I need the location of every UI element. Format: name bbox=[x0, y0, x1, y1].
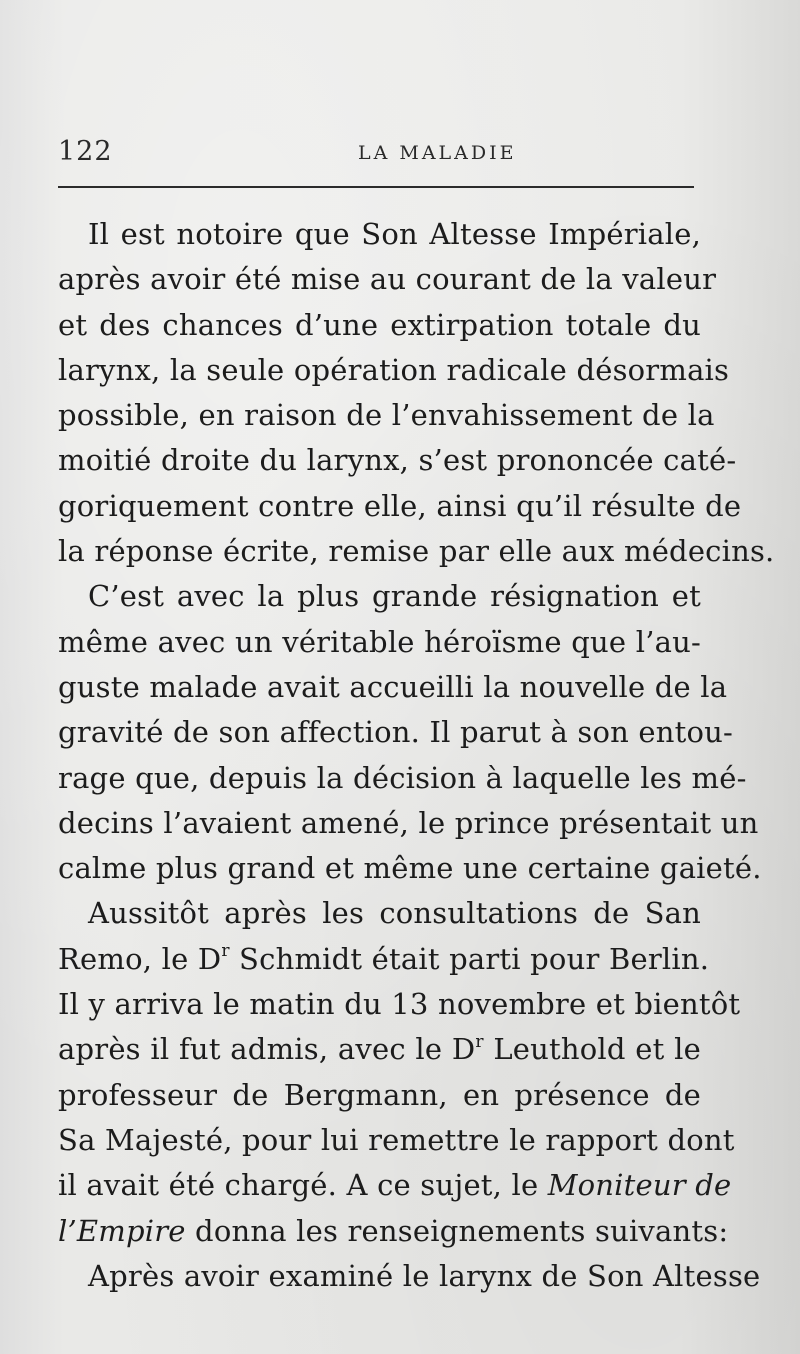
text-line: decins l’avaient amené, le prince présentait un bbox=[58, 805, 759, 840]
page-header bbox=[58, 136, 698, 176]
text-fragment: après il fut admis, avec le D bbox=[58, 1032, 476, 1067]
text-line: goriquement contre elle, ainsi qu’il résulte de bbox=[58, 488, 742, 523]
text-line: et des chances d’une extirpation totale du bbox=[58, 307, 701, 342]
text-fragment: Leuthold et le bbox=[483, 1032, 701, 1067]
text-line: gravité de son affection. Il parut à son entou- bbox=[58, 715, 734, 750]
text-line: professeur de Bergmann, en présence de bbox=[58, 1077, 701, 1112]
italic-title: Moniteur de bbox=[547, 1168, 732, 1203]
text-fragment: Schmidt était parti pour Berlin. bbox=[229, 941, 710, 976]
text-line bbox=[58, 1209, 729, 1254]
text-line: calme plus grand et même une certaine gaieté. bbox=[58, 851, 762, 886]
text-line: C’est avec la plus grande résignation et bbox=[88, 579, 701, 614]
text-fragment: il avait été chargé. A ce sujet, le bbox=[58, 1168, 548, 1203]
text-line: Il est notoire que Son Altesse Impériale, bbox=[88, 217, 701, 251]
text-fragment: Remo, le D bbox=[58, 941, 222, 976]
text-line: Sa Majesté, pour lui remettre le rapport dont bbox=[58, 1122, 735, 1157]
text-fragment: donna les renseignements suivants: bbox=[185, 1213, 729, 1248]
superscript: r bbox=[475, 1031, 484, 1052]
running-title: LA MALADIE bbox=[358, 142, 517, 164]
text-line: rage que, depuis la décision à laquelle les mé- bbox=[58, 760, 747, 795]
header-rule bbox=[58, 186, 694, 188]
page-number: 122 bbox=[58, 136, 113, 167]
text-line: après avoir été mise au courant de la valeur bbox=[58, 262, 717, 297]
text-line: Il y arriva le matin du 13 novembre et bientôt bbox=[58, 987, 741, 1022]
body-text bbox=[58, 212, 775, 1299]
italic-title: l’Empire bbox=[58, 1213, 186, 1248]
superscript: r bbox=[221, 941, 230, 962]
text-line: larynx, la seule opération radicale désormais bbox=[58, 352, 730, 387]
text-line: Aussitôt après les consultations de San bbox=[88, 896, 701, 931]
text-line bbox=[58, 1163, 732, 1208]
text-line: guste malade avait accueilli la nouvelle de la bbox=[58, 669, 728, 704]
text-line bbox=[58, 1027, 701, 1072]
text-line: possible, en raison de l’envahissement de la bbox=[58, 398, 715, 433]
text-line: même avec un véritable héroïsme que l’au- bbox=[58, 624, 701, 659]
text-line: la réponse écrite, remise par elle aux médecins. bbox=[58, 534, 775, 569]
text-line: Après avoir examiné le larynx de Son Altesse bbox=[88, 1258, 761, 1293]
text-line: moitié droite du larynx, s’est prononcée caté- bbox=[58, 443, 737, 478]
text-line bbox=[58, 937, 710, 982]
